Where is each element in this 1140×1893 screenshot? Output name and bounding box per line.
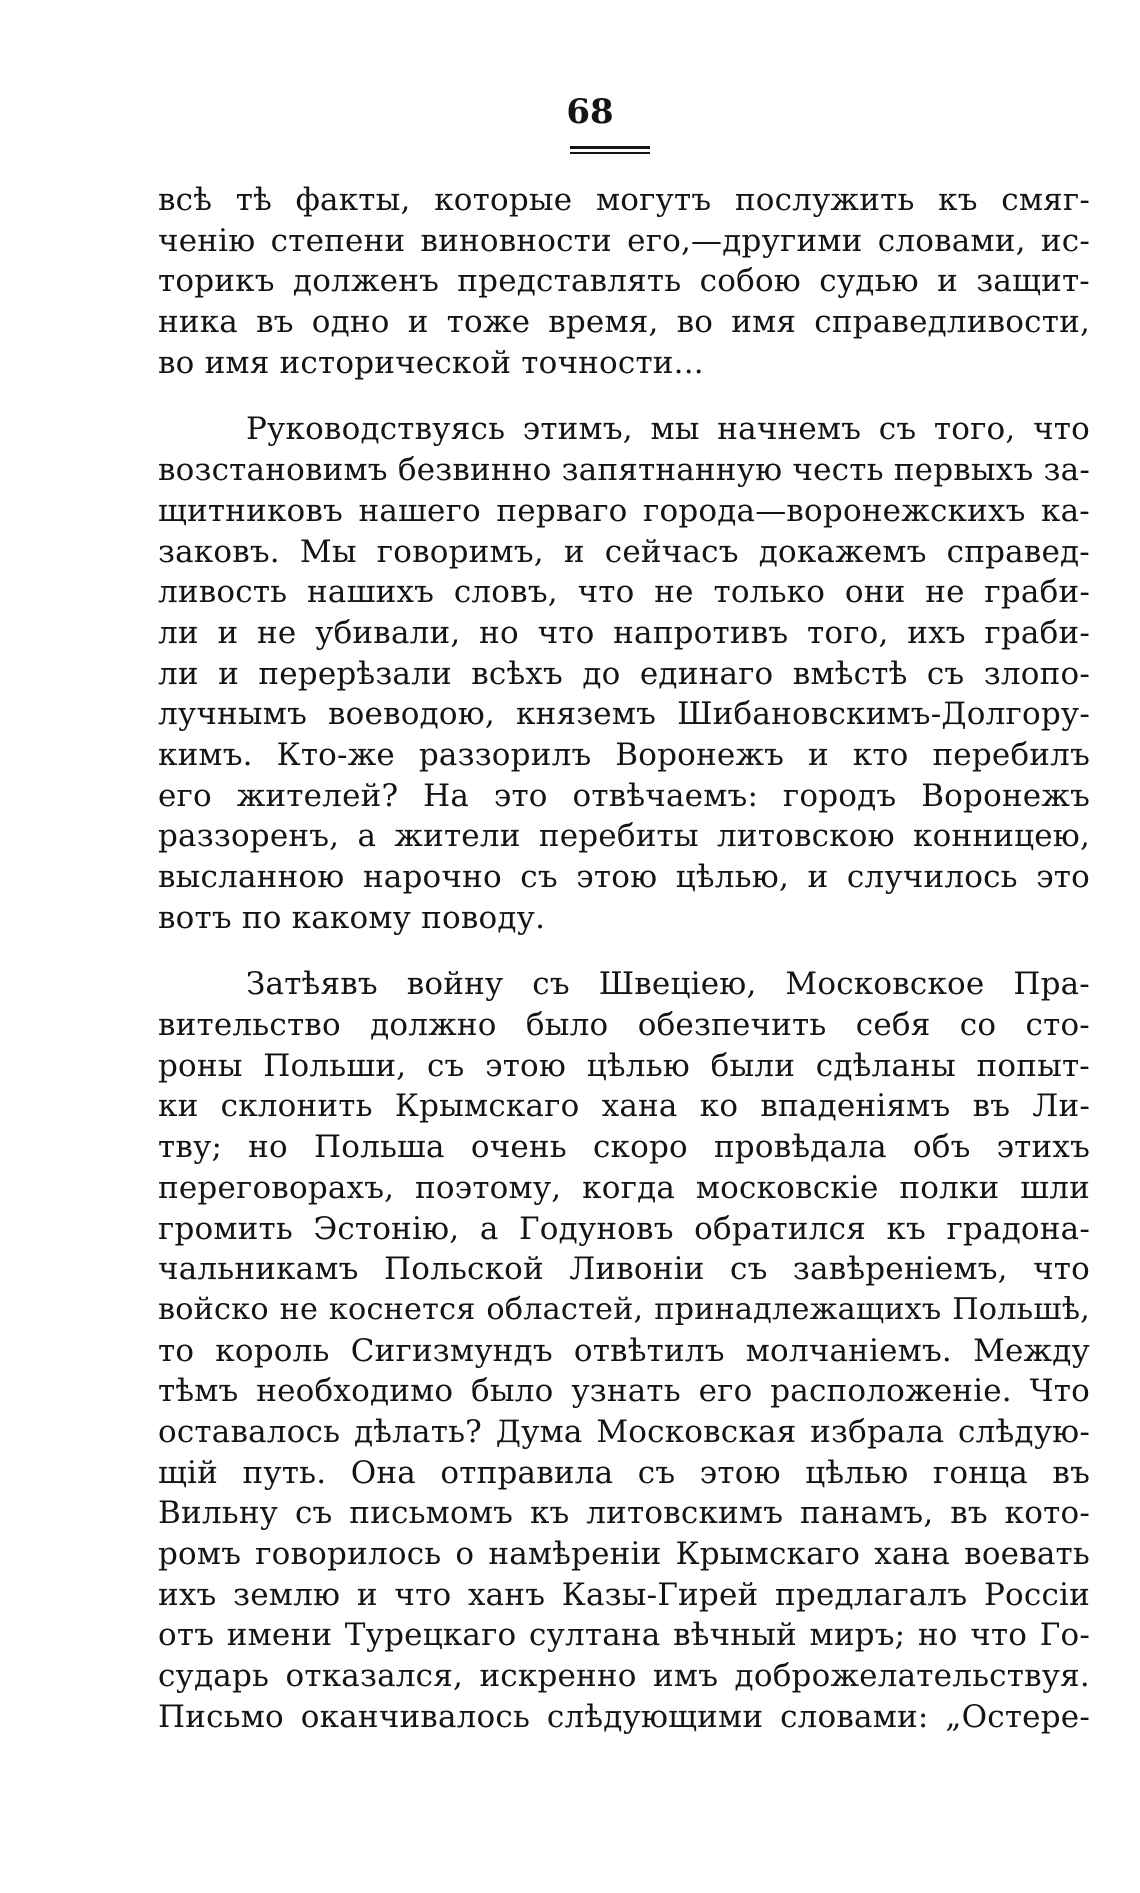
text-line: возстановимъ безвинно запятнанную честь первыхъ за- [158, 452, 1090, 489]
text-line: ли и перерѣзали всѣхъ до единаго вмѣстѣ съ злопо- [158, 655, 1090, 692]
text-line: ромъ говорилось о намѣреніи Крымскаго хана воевать [158, 1536, 1090, 1572]
text-line: ченію степени виновности его,—другими словами, ис- [158, 222, 1090, 259]
text-line: оставалось дѣлать? Дума Московская избрала слѣдую- [158, 1413, 1090, 1450]
page-number-rule [570, 146, 650, 149]
text-line: Вильну съ письмомъ къ литовскимъ панамъ, въ кото- [158, 1495, 1090, 1532]
text-line: чальникамъ Польской Ливоніи съ завѣреніемъ, что [158, 1251, 1090, 1288]
text-line: Руководствуясь этимъ, мы начнемъ съ того, что [246, 411, 1090, 448]
text-line: ника въ одно и тоже время, во имя справедливости, [158, 304, 1090, 341]
text-line: тѣмъ необходимо было узнать его расположеніе. Что [158, 1373, 1090, 1410]
text-line: заковъ. Мы говоримъ, и сейчасъ докажемъ справед- [158, 533, 1090, 570]
page-number: 68 [566, 92, 614, 132]
paragraph-gap [158, 383, 1090, 409]
text-line: торикъ долженъ представлять собою судью и защит- [158, 263, 1090, 300]
body-text [158, 180, 1090, 1737]
text-line: ки склонить Крымскаго хана ко впаденіямъ въ Ли- [158, 1088, 1090, 1125]
text-line: всѣ тѣ факты, которые могутъ послужить къ смяг- [158, 182, 1090, 218]
text-line: ихъ землю и что ханъ Казы-Гирей предлагалъ Россіи [158, 1576, 1090, 1613]
text-line: Письмо оканчивалось слѣдующими словами: „Остере- [158, 1698, 1090, 1735]
text-line: вотъ по какому поводу. [158, 899, 546, 936]
text-line: войско не коснется областей, принадлежащихъ Польшѣ, [158, 1291, 1090, 1327]
text-line: роны Польши, съ этою цѣлью были сдѣланы попыт- [158, 1047, 1090, 1084]
text-line: лучнымъ воеводою, княземъ Шибановскимъ-Долгору- [158, 696, 1090, 733]
text-line: сударь отказался, искренно имъ доброжелательствуя. [158, 1658, 1090, 1695]
text-line: кимъ. Кто-же раззорилъ Воронежъ и кто перебилъ [158, 736, 1090, 773]
text-line: щитниковъ нашего перваго города—воронежскихъ ка- [158, 492, 1090, 529]
paragraph-1 [158, 180, 1090, 383]
text-line: раззоренъ, а жители перебиты литовскою конницею, [158, 818, 1090, 855]
text-line: громить Эстонію, а Годуновъ обратился къ градона- [158, 1210, 1090, 1247]
text-line: во имя исторической точности... [158, 344, 704, 381]
paragraph-2 [158, 409, 1090, 938]
text-line: тву; но Польша очень скоро провѣдала объ этихъ [158, 1129, 1090, 1166]
text-line: высланною нарочно съ этою цѣлью, и случилось это [158, 859, 1090, 895]
page-number-rule-lower [570, 152, 650, 154]
paragraph-3 [158, 964, 1090, 1737]
paragraph-gap [158, 938, 1090, 964]
text-line: отъ имени Турецкаго султана вѣчный миръ; но что Го- [158, 1617, 1090, 1654]
text-line: переговорахъ, поэтому, когда московскіе полки шли [158, 1169, 1090, 1206]
text-line: вительство должно было обезпечить себя со сто- [158, 1007, 1090, 1044]
text-line: щій путь. Она отправила съ этою цѣлью гонца въ [158, 1454, 1090, 1491]
text-line: ли и не убивали, но что напротивъ того, ихъ граби- [158, 614, 1090, 651]
text-line: ливость нашихъ словъ, что не только они не граби- [158, 574, 1090, 611]
text-line: его жителей? На это отвѣчаемъ: городъ Воронежъ [158, 777, 1090, 814]
text-line: Затѣявъ войну съ Швеціею, Московское Пра- [246, 966, 1090, 1003]
text-line: то король Сигизмундъ отвѣтилъ молчаніемъ. Между [158, 1332, 1090, 1369]
